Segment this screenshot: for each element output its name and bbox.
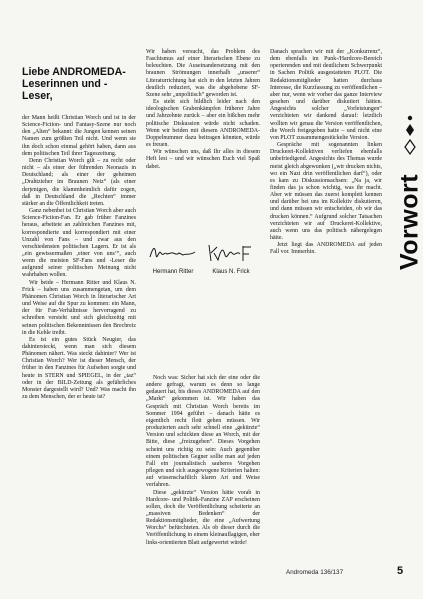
section-title: Vorwort <box>395 173 423 271</box>
paragraph: Denn Christian Worch gilt – zu recht oder nicht – als einer der führenden Neonazis in Deutschland; als einer der geheimen „Drahtzieher im Braunen Netz“ (als einer derjenigen, die klammheimlich dafür zogen, daß in Deutschland die „Rechten“ immer stärker an die Öffentlichkeit treten. <box>22 157 136 207</box>
paragraph: Danach sprachen wir mit der „Konkurrenz“, dem ebenfalls im Punk-/Hardcore-Bereich operierenden und mit deutlichem Schwerpunkt in Sachen Politik ausgestatteten PLOT. Die Redaktionsmitglieder hatten durchaus Interesse, die Kurzfassung zu veröffentlichen – aber nur, wenn wir vorher das ganze Interview gesehen und darüber diskutiert hätten. Angesichts solcher „Vorleistungen“ verzichteten wir dankend darauf: letztlich wollten wir genau die Version veröffentlichen, die Worch freigegeben hatte – und nicht eine von PLOT zusammengestückelte Version. <box>270 49 382 141</box>
magazine-issue-label: Andromeda 136/137 <box>286 569 344 576</box>
handwritten-signature-icon <box>205 241 257 265</box>
ornament-icon <box>402 112 418 160</box>
paragraph: Wir beide – Hermann Ritter und Klaus N. Frick – haben uns zusammengetan, um dem Phänomen Christian Worch in literarischer Art und Weise auf die Spur zu kommen: ein Mann, der für Fan-Verhältnisse hervorragend zu schreiben versteht und sich gleichzeitig mit seinen politischen Bekenntnissen den Brechreiz in die Kehle treibt. <box>22 279 136 336</box>
paragraph: Jetzt liegt das ANDROMEDA auf jeden Fall vor. Immerhin. <box>270 242 382 256</box>
letter-heading: Liebe ANDROMEDA-Leserinnen und -Leser, <box>22 66 126 102</box>
signature-row <box>146 241 260 293</box>
signature-hermann-ritter <box>146 241 200 276</box>
signature-name: Klaus N. Frick <box>212 269 250 275</box>
signature-name: Hermann Ritter <box>152 269 194 275</box>
paragraph: Gespräche mit sogenannten linken Druckerei-Kollektiven verliefen ebenfalls unbefriedigend. Angesichts des Themas wurde meist gleich abgewunken („wir drucken nichts, wo ein Nazi drin veröffentlichen darf“), oder es kam zu Diskussionsachsen: „Na ja, wir finden das ja schon wichtig, was ihr macht. Aber wir müssen das zuerst komplett kennen und darüber bei uns im Kollektiv diskutieren, und dann müssen wir entscheiden, ob wir das drucken können.“ Aufgrund solcher Tatsachen verzichteten wir auf Druckerei-Kollektive, auch wenn uns das politisch nähergelegen hätte. <box>270 142 382 242</box>
signature-klaus-frick <box>204 241 258 276</box>
section-title-vertical <box>396 112 423 332</box>
text-column-middle-top <box>146 49 260 171</box>
text-column-right <box>270 49 382 257</box>
paragraph: Wir haben versucht, das Problem des Faschismus auf einer literarischen Ebene zu beleuchten. Die Auseinandersetzung mit den braunen Strömungen innerhalb „unserer“ Literaturrichtung hat sich in den letzten Jahren deutlich reduziert, was die abgehobene SF-Szene sehr „unpolitisch“ geworden ist. <box>146 49 260 98</box>
page-number: 5 <box>397 565 404 577</box>
paragraph: Diese „gekürzte“ Version hätte vorab in Hardcore- und Politik-Fanzine ZAP erscheinen sollen, doch die Veröffentlichung scheiterte an „massiven Bedenken“ der Redaktionsmitglieder, die eine „Aufwertung Worchs“ befürchteten. Als ob dieser durch die Veröffentlichung in einem kleinauflagigen, eher links-orientierten Blatt aufgewertet würde! <box>146 489 260 546</box>
text-column-middle-bottom <box>146 375 260 547</box>
paragraph: der Mann heißt Christian Worch und ist in der Science-Fiction- und Fantasy-Szene nur noch den „Alten“ bekannt: die Jungen kennen seinen Namen zum größten Teil nicht. Und wenn sie ihn doch schon einmal gehört haben, dann aus dem politischen Teil ihrer Tageszeitung. <box>22 115 136 157</box>
paragraph: Es ist ein gutes Stück Neugier, das dahintersteckt, wenn man sich diesem Phänomen nähert. Was steckt dahinter? Wer ist Christian Worch? Wer ist dieser Mensch, der früher in den Fanzines für Aufsehen sorgte und heute in STERN und SPIEGEL, in der „taz“ oder in der BILD-Zeitung als gefährliches Monster dargestellt wird? Und? Was macht ihn zu dem Menschen, der er heute ist? <box>22 336 136 401</box>
paragraph: Noch was: Sicher hat sich der eine oder die andere gefragt, warum es denn so lange gedauert hat, bis dieses ANDROMEDA auf den „Markt“ gekommen ist. Wir haben das Gespräch mit Christian Worch bereits im Sommer 1994 geführt – danach hätte es eigentlich recht flott gehen müssen. Wir produzierten auch sehr schnell eine „gekürzte“ Version und schickten diese an Worch, mit der Bitte, diese „freizugeben“. Dieses Vorgehen scheint uns richtig zu sein: Auch gegenüber einem politischen Gegner sollte man auf jeden Fall ein journalistisch sauberes Vorgehen pflegen und sich ausgewogene Kriterien halten: auf wissenschaftlich klaren Art und Weise verfahren. <box>146 375 260 489</box>
paragraph: Wir wünschen uns, daß Ihr alles in diesem Heft lest – und wir wünschen Euch viel Spaß dabei. <box>146 149 260 170</box>
paragraph: Ganz nebenbei ist Christian Worch aber auch Science-Fiction-Fan. Er gab früher Fanzines heraus, arbeitete an zahlreichen Fanzines mit, korrespondierte und korrespondiert mit einer Unzahl von Fans – und zwar aus den verschiedensten politischen Lagern. Er ist als „ein gewissermaßen ‚einer von uns‘“, auch wenn die meisten SF-Fans und -Leser die aufgrund seiner politischen Meinung nicht wahrhaben wollen. <box>22 208 136 279</box>
paragraph: Es steht sich bildlich leider nach den ideologischen Grabenkämpfen früherer Jahre und Jahrzehnte zurück – aber ein bißchen mehr politische Diskussion würde nicht schaden. Wenn wir beiden mit diesem ANDROMEDA-Doppelnummer dazu beitragen könnten, würde es freuen. <box>146 99 260 149</box>
text-column-left <box>22 115 136 401</box>
handwritten-signature-icon <box>147 241 199 265</box>
